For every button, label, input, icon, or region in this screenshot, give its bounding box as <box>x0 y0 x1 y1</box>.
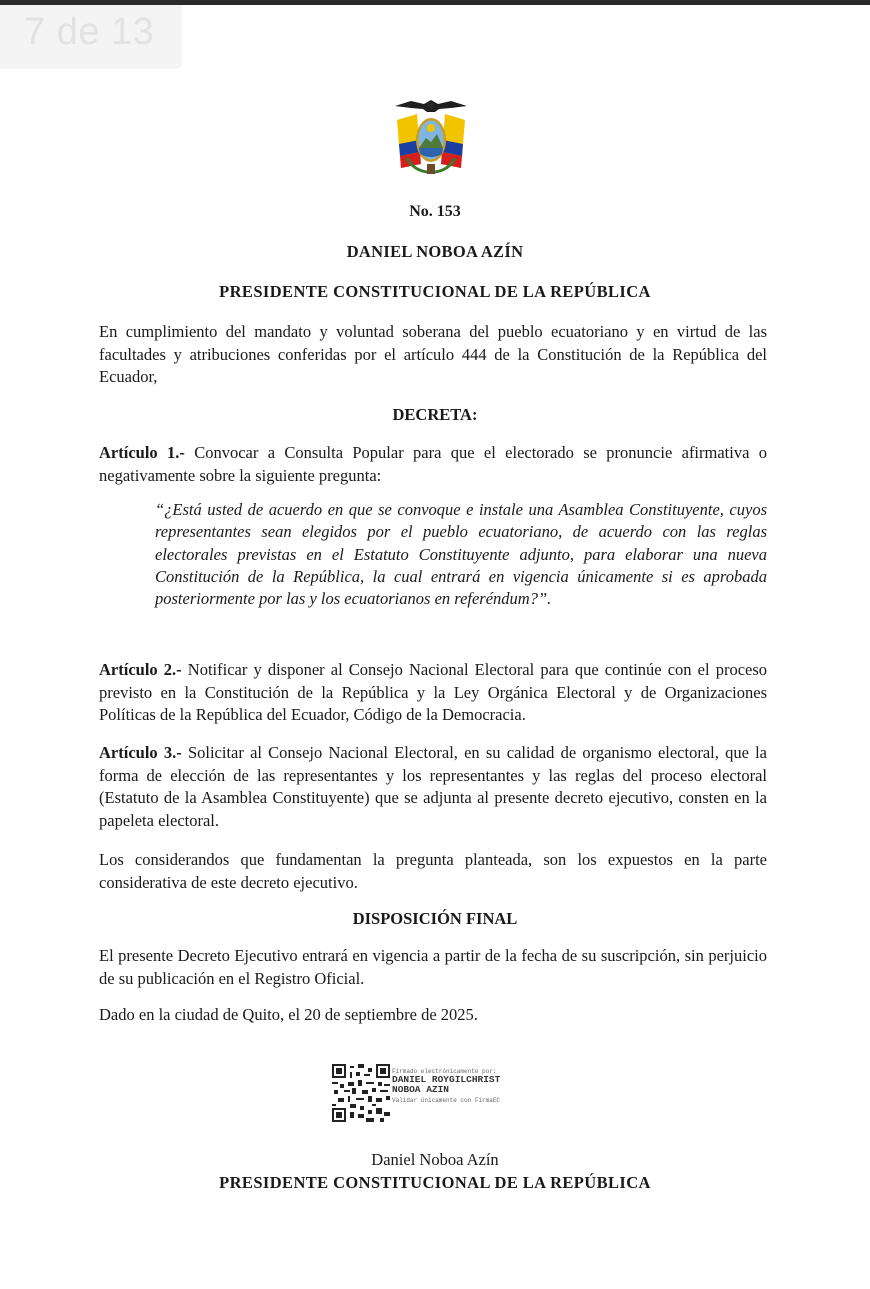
signature-title: PRESIDENTE CONSTITUCIONAL DE LA REPÚBLICA <box>219 1173 651 1192</box>
preamble: En cumplimiento del mandato y voluntad soberana del pueblo ecuatoriano y en virtud de las facultades y atribuciones conferidas por el artículo 444 de la Constitución de la República del Ecuador, <box>99 322 767 386</box>
article-2-text: Notificar y disponer al Consejo Nacional Electoral para que continúe con el proceso previsto en la Constitución de la República y la Ley Orgánica Electoral y de Organizaciones Políticas de la República del Ecuador, Código de la Democracia. <box>99 660 768 724</box>
article-2 <box>99 659 767 727</box>
qr-code-icon <box>332 1064 390 1122</box>
article-1-label: Artículo 1.- <box>99 443 185 462</box>
final-text: El presente Decreto Ejecutivo entrará en vigencia a partir de la fecha de su suscripción, sin perjuicio de su publicación en el Registro Oficial. <box>99 946 767 988</box>
president-title: PRESIDENTE CONSTITUCIONAL DE LA REPÚBLICA <box>219 282 651 301</box>
article-3 <box>99 742 767 832</box>
page-counter <box>0 5 182 69</box>
e-signature-caption-top: Firmado electrónicamente por: <box>392 1068 497 1075</box>
considerandos: Los considerandos que fundamentan la pregunta planteada, son los expuestos en la parte considerativa de este decreto ejecutivo. <box>99 850 767 892</box>
article-3-label: Artículo 3.- <box>99 743 182 762</box>
article-3-text: Solicitar al Consejo Nacional Electoral, en su calidad de organismo electoral, que la forma de elección de las representantes y los representantes y las reglas del proceso electoral (Estatuto de la Asamblea Constituyente) que se adjunta al presente decreto ejecutivo, consten en la papeleta electoral. <box>99 743 768 830</box>
e-signature-signer-line-1: DANIEL ROYGILCHRIST <box>392 1074 501 1085</box>
e-signature-caption-bottom: Validar únicamente con FirmaEC <box>392 1097 501 1104</box>
referendum-question: “¿Está usted de acuerdo en que se convoque e instale una Asamblea Constituyente, cuyos representantes sean elegidos por el pueblo ecuatoriano, de acuerdo con las reglas electorales previstas en el Estatuto Constituyente adjunto, para elaborar una nueva Constitución de la República, la cual entrará en vigencia únicamente si es aprobada posteriormente por las y los ecuatorianos en referéndum?”. <box>155 500 767 609</box>
article-1-text: Convocar a Consulta Popular para que el electorado se pronuncie afirmativa o negativamente sobre la siguiente pregunta: <box>99 443 767 485</box>
page-counter-text: 7 de 13 <box>24 11 155 53</box>
electronic-signature <box>392 1068 500 1104</box>
decree-number: No. 153 <box>409 203 461 220</box>
final-heading: DISPOSICIÓN FINAL <box>352 909 518 928</box>
e-signature-signer-line-2: NOBOA AZIN <box>392 1084 450 1095</box>
article-2-label: Artículo 2.- <box>99 660 182 679</box>
article-1 <box>99 442 767 487</box>
decreta-heading: DECRETA: <box>392 405 478 424</box>
coat-of-arms-icon <box>391 98 471 178</box>
president-name: DANIEL NOBOA AZÍN <box>346 242 524 261</box>
signature-name: Daniel Noboa Azín <box>371 1150 499 1169</box>
dated-line: Dado en la ciudad de Quito, el 20 de septiembre de 2025. <box>99 1005 478 1024</box>
